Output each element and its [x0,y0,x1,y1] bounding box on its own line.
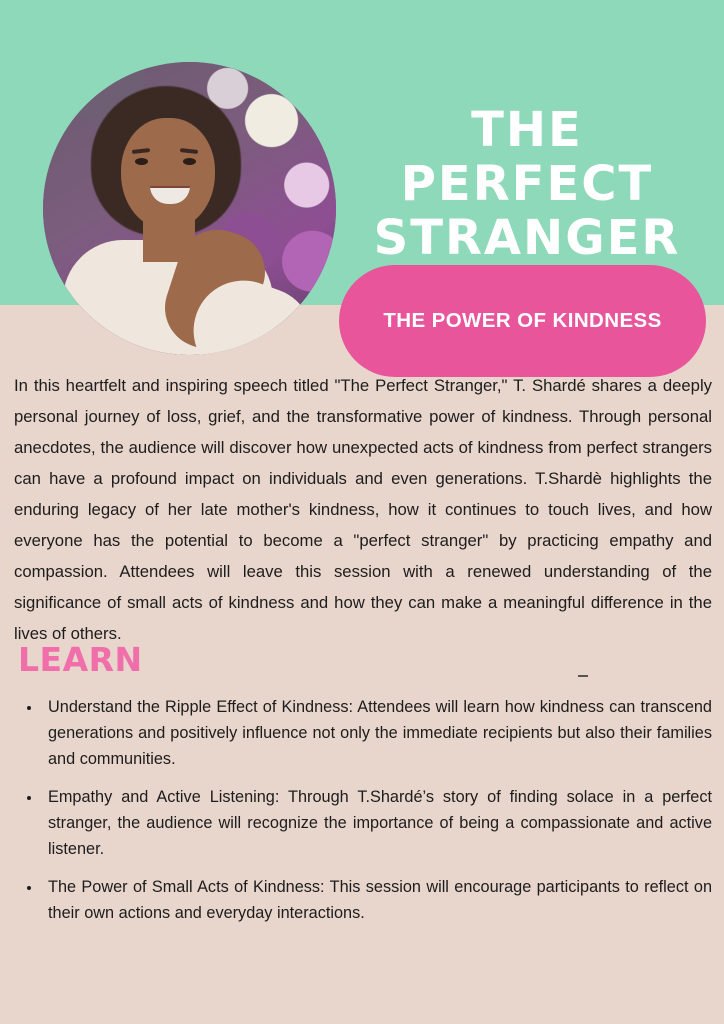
speaker-portrait [43,62,336,355]
face-shape [121,118,215,230]
learn-heading: LEARN [18,640,143,679]
learn-list [22,694,712,938]
subtitle-label: THE POWER OF KINDNESS [383,309,662,332]
eye-right [183,158,196,165]
list-item: • Understand the Ripple Effect of Kindness: Attendees will learn how kindness can transcend generations and positively influence not only the immediate recipients but also their families and communities. [42,694,712,772]
dash-mark [578,675,588,677]
page-title: THE PERFECT STRANGER [373,102,681,266]
list-item: • Empathy and Active Listening: Through T.Shardé’s story of finding solace in a perfect stranger, the audience will recognize the importance of being a compassionate and active listener. [42,784,712,862]
list-item: • The Power of Small Acts of Kindness: This session will encourage participants to reflect on their own actions and everyday interactions. [42,874,712,926]
eye-left [135,158,148,165]
description-paragraph: In this heartfelt and inspiring speech titled "The Perfect Stranger," T. Shardé shares a deeply personal journey of loss, grief, and the transformative power of kindness. Through personal anecdotes, the audience will discover how unexpected acts of kindness from perfect strangers can have a profound impact on individuals and even generations. T.Shardè highlights the enduring legacy of her late mother's kindness, how it continues to touch lives, and how everyone has the potential to become a "perfect stranger" by practicing empathy and compassion. Attendees will leave this session with a renewed understanding of the significance of small acts of kindness and how they can make a meaningful difference in the lives of others. [14,376,712,643]
subtitle-badge [339,265,706,377]
